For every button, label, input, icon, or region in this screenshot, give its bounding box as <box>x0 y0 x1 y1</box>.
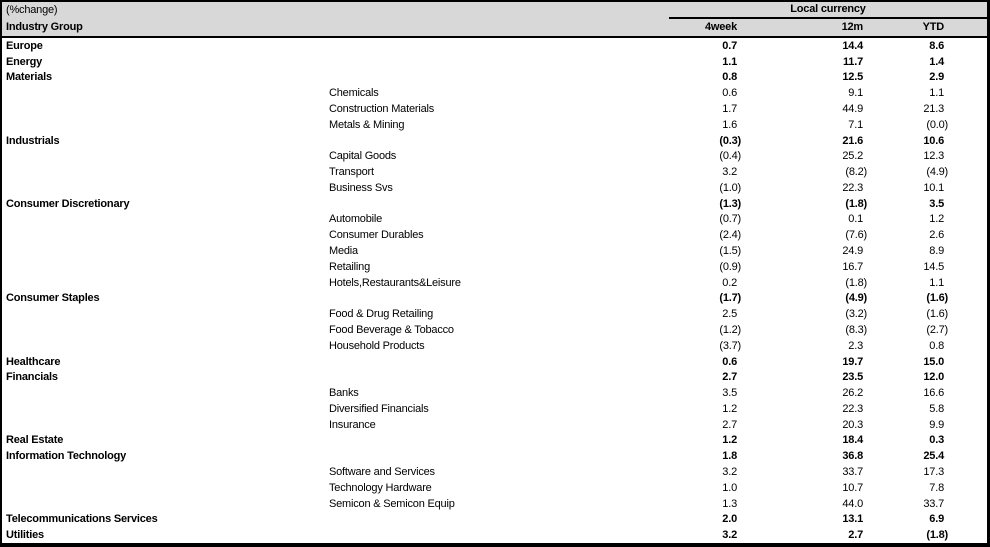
value-cell: 1.3 <box>722 497 737 510</box>
value-cell: 1.6 <box>722 118 737 131</box>
table-row <box>2 70 987 86</box>
column-header-ytd: YTD <box>922 21 944 33</box>
table-row <box>2 448 987 464</box>
value-cell: 3.5 <box>929 197 944 210</box>
value-cell: (1.6) <box>926 292 948 305</box>
industry-sub-label: Diversified Financials <box>329 402 429 415</box>
value-cell: 9.9 <box>929 418 944 431</box>
table-row <box>2 259 987 275</box>
value-cell: (1.2) <box>719 323 741 336</box>
table-row <box>2 212 987 228</box>
value-cell: 21.3 <box>923 103 944 116</box>
table-row <box>2 401 987 417</box>
value-cell: 33.7 <box>923 497 944 510</box>
column-header-12m: 12m <box>841 21 863 33</box>
table-row <box>2 322 987 338</box>
value-cell: 12.0 <box>923 371 944 384</box>
table-row <box>2 433 987 449</box>
industry-sub-label: Banks <box>329 387 359 400</box>
table-row <box>2 196 987 212</box>
value-cell: 7.1 <box>848 118 863 131</box>
industry-group-label: Industrials <box>6 134 60 147</box>
value-cell: 0.1 <box>848 213 863 226</box>
value-cell: 0.6 <box>722 355 737 368</box>
table-row <box>2 385 987 401</box>
value-cell: 1.1 <box>929 276 944 289</box>
value-cell: 23.5 <box>842 371 863 384</box>
value-cell: (4.9) <box>845 292 867 305</box>
value-cell: (0.0) <box>926 118 948 131</box>
value-cell: 3.2 <box>722 465 737 478</box>
industry-sub-label: Hotels,Restaurants&Leisure <box>329 276 461 289</box>
value-cell: 2.0 <box>722 513 737 526</box>
industry-sub-label: Food Beverage & Tobacco <box>329 323 454 336</box>
value-cell: 12.5 <box>842 71 863 84</box>
industry-sub-label: Automobile <box>329 213 383 226</box>
industry-group-label: Information Technology <box>6 450 127 463</box>
industry-sub-label: Metals & Mining <box>329 118 405 131</box>
value-cell: 10.1 <box>923 181 944 194</box>
table-row <box>2 417 987 433</box>
value-cell: 1.4 <box>929 55 944 68</box>
table-row <box>2 54 987 70</box>
value-cell: 1.2 <box>722 402 737 415</box>
value-cell: (8.2) <box>845 166 867 179</box>
value-cell: 1.0 <box>722 481 737 494</box>
value-cell: 10.6 <box>923 134 944 147</box>
value-cell: 10.7 <box>842 481 863 494</box>
industry-sub-label: Technology Hardware <box>329 481 432 494</box>
table-row <box>2 464 987 480</box>
table-row <box>2 101 987 117</box>
value-cell: 1.7 <box>722 103 737 116</box>
value-cell: 3.5 <box>722 387 737 400</box>
value-cell: 12.3 <box>923 150 944 163</box>
industry-sub-label: Transport <box>329 166 374 179</box>
value-cell: 8.6 <box>929 39 944 52</box>
value-cell: 1.8 <box>722 450 737 463</box>
value-cell: (2.4) <box>719 229 741 242</box>
value-cell: (1.7) <box>719 292 741 305</box>
value-cell: 22.3 <box>842 181 863 194</box>
industry-sub-label: Chemicals <box>329 87 379 100</box>
value-cell: 0.8 <box>722 71 737 84</box>
industry-sub-label: Media <box>329 245 358 258</box>
value-cell: 2.9 <box>929 71 944 84</box>
industry-group-label: Energy <box>6 55 43 68</box>
industry-group-label: Telecommunications Services <box>6 513 158 526</box>
industry-group-header: Industry Group <box>6 21 83 33</box>
value-cell: 25.4 <box>923 450 944 463</box>
value-cell: 25.2 <box>842 150 863 163</box>
value-cell: 2.7 <box>848 529 863 542</box>
value-cell: (2.7) <box>926 323 948 336</box>
value-cell: 5.8 <box>929 402 944 415</box>
value-cell: 0.7 <box>722 39 737 52</box>
table-row <box>2 291 987 307</box>
value-cell: (0.7) <box>719 213 741 226</box>
value-cell: 22.3 <box>842 402 863 415</box>
industry-group-label: Consumer Staples <box>6 292 100 305</box>
table-row <box>2 164 987 180</box>
value-cell: 44.9 <box>842 103 863 116</box>
value-cell: 11.7 <box>842 55 863 68</box>
value-cell: (0.3) <box>719 134 741 147</box>
value-cell: 1.2 <box>722 434 737 447</box>
industry-sub-label: Insurance <box>329 418 376 431</box>
table-row <box>2 338 987 354</box>
industry-sub-label: Construction Materials <box>329 103 435 116</box>
value-cell: 2.5 <box>722 308 737 321</box>
industry-sub-label: Semicon & Semicon Equip <box>329 497 455 510</box>
table-row <box>2 117 987 133</box>
table-row <box>2 527 987 543</box>
industry-group-label: Financials <box>6 371 58 384</box>
value-cell: 14.4 <box>842 39 863 52</box>
value-cell: 1.1 <box>722 55 737 68</box>
value-cell: 3.2 <box>722 166 737 179</box>
table-row <box>2 354 987 370</box>
value-cell: 19.7 <box>842 355 863 368</box>
value-cell: 0.6 <box>722 87 737 100</box>
value-cell: 6.9 <box>929 513 944 526</box>
table-row <box>2 180 987 196</box>
table-row <box>2 133 987 149</box>
value-cell: (1.5) <box>719 245 741 258</box>
industry-sub-label: Business Svs <box>329 181 393 194</box>
table-row <box>2 85 987 101</box>
table-header <box>2 2 987 38</box>
value-cell: 0.3 <box>929 434 944 447</box>
table-body <box>2 38 987 543</box>
value-cell: 2.6 <box>929 229 944 242</box>
value-cell: 13.1 <box>842 513 863 526</box>
industry-group-label: Materials <box>6 71 52 84</box>
value-cell: 21.6 <box>842 134 863 147</box>
value-cell: 44.0 <box>842 497 863 510</box>
percent-change-label: (%change) <box>6 4 58 16</box>
table-row <box>2 243 987 259</box>
header-row-columns <box>2 19 987 38</box>
value-cell: 26.2 <box>842 387 863 400</box>
industry-group-label: Consumer Discretionary <box>6 197 130 210</box>
value-cell: (4.9) <box>926 166 948 179</box>
table-row <box>2 148 987 164</box>
value-cell: (1.8) <box>845 276 867 289</box>
table-row <box>2 369 987 385</box>
industry-sub-label: Capital Goods <box>329 150 397 163</box>
value-cell: 36.8 <box>842 450 863 463</box>
value-cell: (1.3) <box>719 197 741 210</box>
value-cell: (1.0) <box>719 181 741 194</box>
value-cell: (8.3) <box>845 323 867 336</box>
value-cell: 33.7 <box>842 465 863 478</box>
value-cell: (0.9) <box>719 260 741 273</box>
value-cell: (7.6) <box>845 229 867 242</box>
value-cell: (3.2) <box>845 308 867 321</box>
value-cell: 9.1 <box>848 87 863 100</box>
local-currency-header: Local currency <box>669 2 987 19</box>
value-cell: 1.1 <box>929 87 944 100</box>
header-row-currency <box>2 2 987 19</box>
industry-group-label: Europe <box>6 39 43 52</box>
value-cell: 0.2 <box>722 276 737 289</box>
value-cell: 7.8 <box>929 481 944 494</box>
value-cell: 2.7 <box>722 371 737 384</box>
column-header-4week: 4week <box>704 21 737 33</box>
table-row <box>2 227 987 243</box>
industry-sub-label: Household Products <box>329 339 425 352</box>
table-row <box>2 275 987 291</box>
value-cell: (3.7) <box>719 339 741 352</box>
industry-group-label: Real Estate <box>6 434 64 447</box>
value-cell: (1.8) <box>845 197 867 210</box>
value-cell: 24.9 <box>842 245 863 258</box>
table-row <box>2 496 987 512</box>
industry-sub-label: Food & Drug Retailing <box>329 308 434 321</box>
value-cell: (1.6) <box>926 308 948 321</box>
industry-group-label: Utilities <box>6 529 44 542</box>
value-cell: 20.3 <box>842 418 863 431</box>
value-cell: 3.2 <box>722 529 737 542</box>
value-cell: 17.3 <box>923 465 944 478</box>
industry-sub-label: Retailing <box>329 260 371 273</box>
value-cell: 2.7 <box>722 418 737 431</box>
table-row <box>2 480 987 496</box>
value-cell: (0.4) <box>719 150 741 163</box>
value-cell: 2.3 <box>848 339 863 352</box>
industry-sub-label: Software and Services <box>329 465 435 478</box>
value-cell: 16.7 <box>842 260 863 273</box>
value-cell: 18.4 <box>842 434 863 447</box>
value-cell: 8.9 <box>929 245 944 258</box>
table-row <box>2 511 987 527</box>
table-row <box>2 38 987 54</box>
table-row <box>2 306 987 322</box>
value-cell: (1.8) <box>926 529 948 542</box>
value-cell: 16.6 <box>923 387 944 400</box>
industry-group-label: Healthcare <box>6 355 61 368</box>
value-cell: 0.8 <box>929 339 944 352</box>
industry-sub-label: Consumer Durables <box>329 229 424 242</box>
value-cell: 1.2 <box>929 213 944 226</box>
value-cell: 15.0 <box>923 355 944 368</box>
value-cell: 14.5 <box>923 260 944 273</box>
